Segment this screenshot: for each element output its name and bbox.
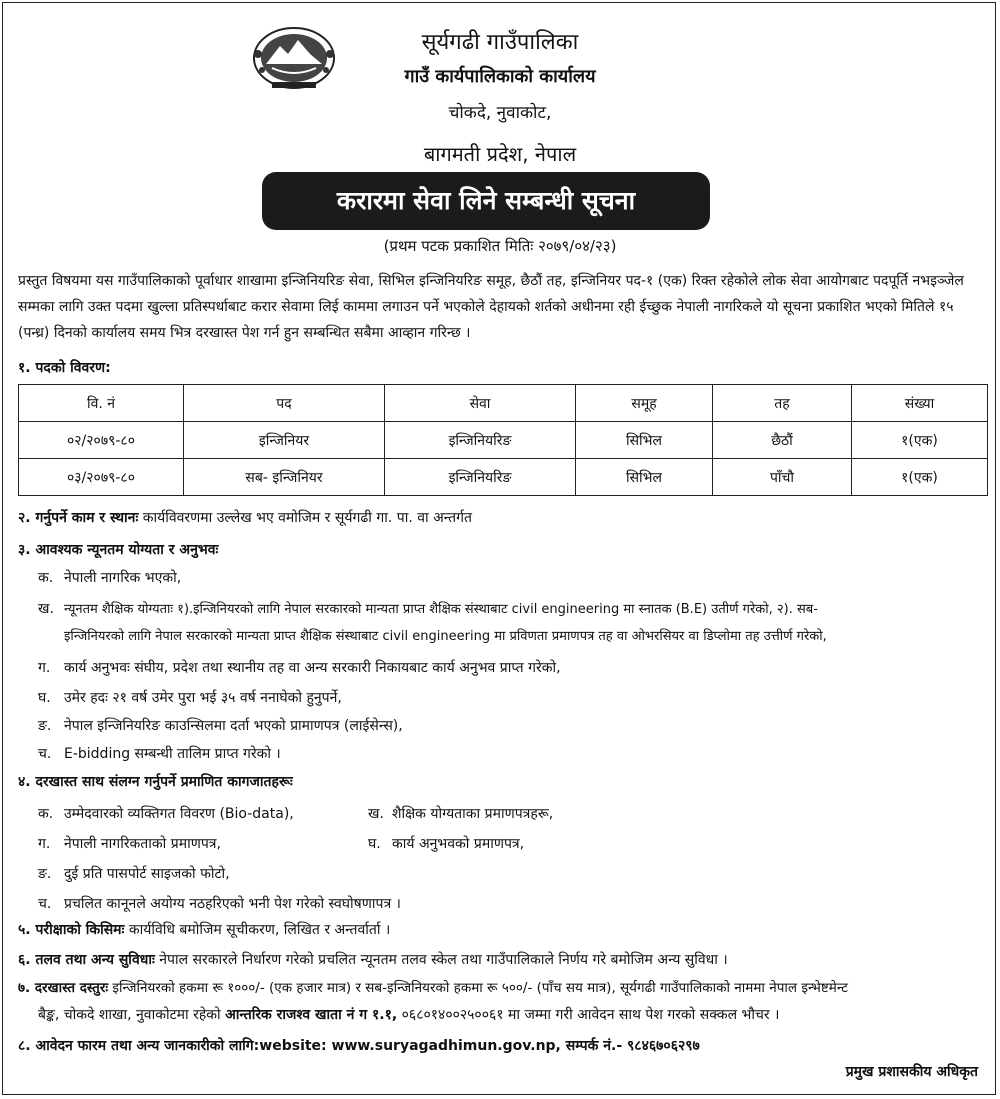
list-item: कार्य अनुभवको प्रमाणपत्र, [392,836,525,852]
section4-title: ४. दरखास्त साथ संलग्न गर्नुपर्ने प्रमाणित कागजातहरूः [18,774,293,790]
table-cell: इन्जिनियर [184,422,385,459]
list-item: नेपाल इन्जिनियरिङ काउन्सिलमा दर्ता भएको प्रामाणपत्र (लाईसेन्स), [64,718,403,734]
section7: ७. दरखास्त दस्तुरः इन्जिनियरको हकमा रू १०००/- (एक हजार मात्र) र सब-इन्जिनियरको हकमा रू ५००/- (पाँच सय मात्र), सूर्यगढी गाउँपालिकाको नाममा नेपाल इन्भेष्टमेन्ट [18,980,848,996]
col-header: समूह [576,385,713,422]
section3-title: ३. आवश्यक न्यूनतम योग्यता र अनुभवः [18,542,219,558]
table-cell: ०२/२०७९-८० [19,422,184,459]
section7-cont: बैङ्क, चोकदे शाखा, नुवाकोटमा रहेको आन्तरिक राजश्व खाता नं ग १.१, ०६८०१४००२५००६१ मा जम्मा गरी आवेदन साथ पेश गरको सक्कल भौचर । [38,1007,780,1023]
publish-date: (प्रथम पटक प्रकाशित मितिः २०७९/०४/२३) [383,237,617,255]
col-header: तह [713,385,852,422]
section5: ५. परीक्षाको किसिमः कार्यविधि बमोजिम सूचीकरण, लिखित र अन्तर्वार्ता । [18,922,391,938]
org-name: सूर्यगढी गाउँपालिका [421,30,579,55]
list-key: च. [38,746,52,762]
list-item: E-bidding सम्बन्धी तालिम प्राप्त गरेको । [64,746,281,762]
table-cell: सिभिल [576,459,713,496]
section1-title: १. पदको विवरण: [18,360,111,376]
table-cell: इन्जिनियरिङ [385,459,576,496]
list-item: नेपाली नागरिकताको प्रमाणपत्र, [64,836,221,852]
section2: २. गर्नुपर्ने काम र स्थानः कार्यविवरणमा उल्लेख भए वमोजिम र सूर्यगढी गा. पा. वा अन्तर्गत [18,510,472,526]
list-key: क. [38,806,54,822]
list-key: ङ. [38,866,52,882]
list-key: क. [38,570,54,586]
table-cell: छैठौं [713,422,852,459]
list-key: ङ. [38,718,52,734]
list-key: ख. [368,806,384,822]
table-row [19,422,988,459]
table-cell: १(एक) [852,459,988,496]
table-header-row [19,385,988,422]
col-header: वि. नं [19,385,184,422]
table-cell: १(एक) [852,422,988,459]
col-header: पद [184,385,385,422]
office-name: गाउँ कार्यपालिकाको कार्यालय [404,66,596,87]
table-cell: सिभिल [576,422,713,459]
list-key: ग. [38,660,51,676]
list-item-cont: इन्जिनियरको लागि नेपाल सरकारको मान्यता प्राप्त शैक्षिक संस्थाबाट civil engineering मा प्रविणता प्रमाणपत्र तह वा ओभरसियर वा डिप्लोमा तह उत्तीर्ण गरेको, [64,629,827,644]
table-row [19,459,988,496]
list-item: उम्मेदवारको व्यक्तिगत विवरण (Bio-data), [64,806,294,822]
list-item: नेपाली नागरिक भएको, [64,570,182,586]
address-line2: बागमती प्रदेश, नेपाल [423,142,577,166]
contact-info: website: www.suryagadhimun.gov.np, सम्पर्क नं.- ९८४६७०६२९७ [259,1038,700,1054]
list-item: दुई प्रति पासपोर्ट साइजको फोटो, [64,866,230,882]
list-item: कार्य अनुभवः संघीय, प्रदेश तथा स्थानीय तह वा अन्य सरकारी निकायबाट कार्य अनुभव प्राप्त गरेको, [64,660,561,676]
table-cell: इन्जिनियरिङ [385,422,576,459]
address-line1: चोकदे, नुवाकोट, [448,103,552,123]
list-key: घ. [38,690,51,706]
notice-title: करारमा सेवा लिने सम्बन्धी सूचना [262,172,710,230]
signature-title: प्रमुख प्रशासकीय अधिकृत [845,1064,978,1080]
col-header: सेवा [385,385,576,422]
table-cell: सब- इन्जिनियर [184,459,385,496]
intro-paragraph: प्रस्तुत विषयमा यस गाउँपालिकाको पूर्वाधार शाखामा इन्जिनियरिङ सेवा, सिभिल इन्जिनियरिङ समूह, छैठौं तह, इन्जिनियर पद-१ (एक) रिक्त रहेकोले लोक सेवा आयोगबाट पदपूर्ति नभइञ्जेल सम्मका लागि उक्त पदमा खुल्ला प्रतिस्पर्धाबाट करार सेवामा लिई काममा लगाउन पर्ने भएकोले देहायको शर्तको अधीनमा रही ईच्छुक नेपाली नागरिकले यो सूचना प्रकाशित भएको मितिले १५ (पन्ध्र) दिनको कार्यालय समय भित्र दरखास्त पेश गर्न हुन सम्बन्धित सबैमा आव्हान गरिन्छ । [18,273,964,341]
table-cell: ०३/२०७९-८० [19,459,184,496]
list-item: उमेर हदः २१ वर्ष उमेर पुरा भई ३५ वर्ष ननाघेको हुनुपर्ने, [64,690,342,706]
section6: ६. तलव तथा अन्य सुविधाः नेपाल सरकारले निर्धारण गरेको प्रचलित न्यूनतम तलव स्केल तथा गाउँपालिकाले निर्णय गरे बमोजिम अन्य सुविधा । [18,952,728,968]
list-item: प्रचलित कानूनले अयोग्य नठहरिएको भनी पेश गरेको स्वघोषणापत्र । [64,896,401,912]
list-item: न्यूनतम शैक्षिक योग्यताः १).इन्जिनियरको लागि नेपाल सरकारको मान्यता प्राप्त शैक्षिक संस्थाबाट civil engineering मा स्नातक (B.E) उतीर्ण गरेको, २). सब- [64,602,818,617]
posts-table [18,384,988,496]
list-key: ग. [38,836,51,852]
table-cell: पाँचौ [713,459,852,496]
list-item: शैक्षिक योग्यताका प्रमाणपत्रहरू, [392,806,554,822]
list-key: च. [38,896,52,912]
list-key: घ. [368,836,381,852]
list-key: ख. [38,601,54,617]
col-header: संख्या [852,385,988,422]
section8: ८. आवेदन फारम तथा अन्य जानकारीको लागि:website: www.suryagadhimun.gov.np, सम्पर्क नं.- ९८४६७०६२९७ [18,1038,700,1054]
